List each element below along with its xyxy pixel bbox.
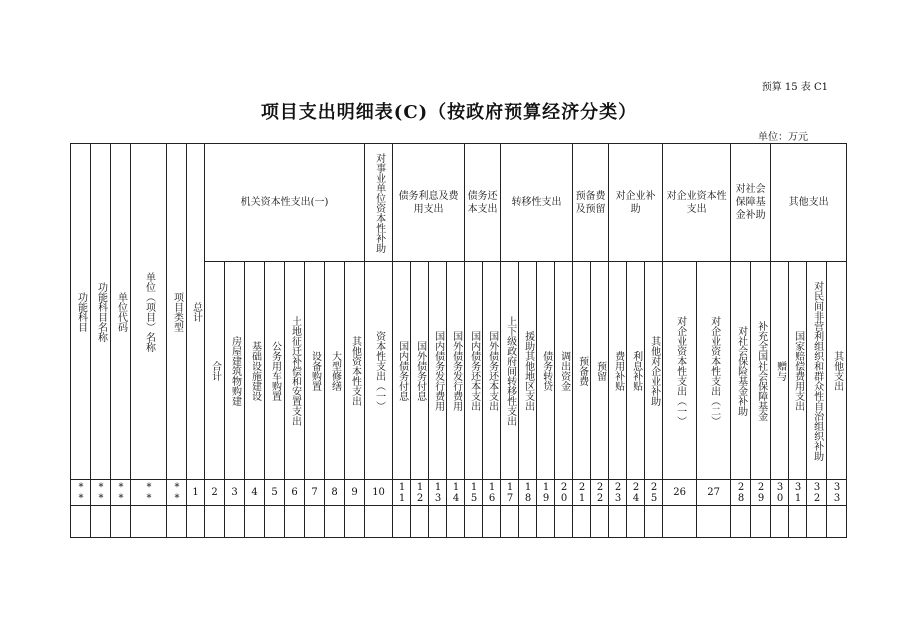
code-cell: 13 — [429, 480, 447, 506]
col-header: 对企业资本性支出（一） — [663, 262, 697, 480]
col-header: 对民间非营利组织和群众性自治组织补助 — [807, 262, 827, 480]
col-header: 对企业资本性支出（二） — [697, 262, 731, 480]
col-header: 国内债务付息 — [393, 262, 411, 480]
col-header: 房屋建筑物购建 — [225, 262, 245, 480]
data-cell — [131, 506, 167, 538]
col-header: 国内债务发行费用 — [429, 262, 447, 480]
col-header: 预备费 — [573, 262, 591, 480]
data-cell — [573, 506, 591, 538]
code-cell: ** — [131, 480, 167, 506]
data-cell — [447, 506, 465, 538]
data-cell — [393, 506, 411, 538]
data-cell — [111, 506, 131, 538]
data-cell — [591, 506, 609, 538]
code-cell: 2 — [205, 480, 225, 506]
group-reserve: 预备费及预留 — [573, 144, 609, 262]
col-header: 其他支出 — [827, 262, 847, 480]
code-cell: 32 — [807, 480, 827, 506]
col-header: 国家赔偿费用支出 — [789, 262, 807, 480]
code-cell: 33 — [827, 480, 847, 506]
group-social-security: 对社会保障基金补助 — [731, 144, 771, 262]
data-cell — [205, 506, 225, 538]
code-row — [71, 480, 847, 506]
col-header: 设备购置 — [305, 262, 325, 480]
data-cell — [225, 506, 245, 538]
code-cell: 25 — [645, 480, 663, 506]
data-row — [71, 506, 847, 538]
code-cell: 30 — [771, 480, 789, 506]
code-cell: 3 — [225, 480, 245, 506]
code-cell: 24 — [627, 480, 645, 506]
data-cell — [807, 506, 827, 538]
code-cell: 11 — [393, 480, 411, 506]
col-function-subject: 功能科目 — [71, 144, 91, 480]
code-cell: 7 — [305, 480, 325, 506]
data-cell — [789, 506, 807, 538]
col-unit-code: 单位代码 — [111, 144, 131, 480]
data-cell — [627, 506, 645, 538]
col-header: 援助其他地区支出 — [519, 262, 537, 480]
col-total: 总计 — [187, 144, 205, 480]
data-cell — [663, 506, 697, 538]
code-cell: 20 — [555, 480, 573, 506]
code-cell: 16 — [483, 480, 501, 506]
group-capital-expenditure: 机关资本性支出(一) — [205, 144, 365, 262]
code-cell: 18 — [519, 480, 537, 506]
code-cell: 31 — [789, 480, 807, 506]
data-cell — [245, 506, 265, 538]
group-transfer: 转移性支出 — [501, 144, 573, 262]
col-header: 基础设施建设 — [245, 262, 265, 480]
code-cell: 6 — [285, 480, 305, 506]
data-cell — [827, 506, 847, 538]
data-cell — [265, 506, 285, 538]
col-header: 调出资金 — [555, 262, 573, 480]
group-other: 其他支出 — [771, 144, 847, 262]
code-cell: ** — [111, 480, 131, 506]
code-cell: 29 — [751, 480, 771, 506]
code-cell: 23 — [609, 480, 627, 506]
col-header: 土地征迁补偿和安置支出 — [285, 262, 305, 480]
data-cell — [465, 506, 483, 538]
data-cell — [429, 506, 447, 538]
col-header: 费用补贴 — [609, 262, 627, 480]
data-cell — [483, 506, 501, 538]
group-header-row — [71, 144, 847, 262]
col-header: 国外债务发行费用 — [447, 262, 465, 480]
col-header: 上下级政府间转移性支出 — [501, 262, 519, 480]
data-cell — [325, 506, 345, 538]
group-debt-interest: 债务利息及费用支出 — [393, 144, 465, 262]
unit-label: 单位：万元 — [758, 132, 808, 143]
col-header: 补充全国社会保障基金 — [751, 262, 771, 480]
col-header: 国外债务还本支出 — [483, 262, 501, 480]
code-cell: 28 — [731, 480, 751, 506]
col-header: 债务转贷 — [537, 262, 555, 480]
data-cell — [285, 506, 305, 538]
code-cell: 22 — [591, 480, 609, 506]
page-title: 项目支出明细表(C)（按政府预算经济分类） — [260, 102, 638, 123]
col-header: 资本性支出（一） — [365, 262, 393, 480]
data-cell — [91, 506, 111, 538]
col-header: 其他资本性支出 — [345, 262, 365, 480]
code-cell: 21 — [573, 480, 591, 506]
code-cell: ** — [91, 480, 111, 506]
data-cell — [731, 506, 751, 538]
data-cell — [187, 506, 205, 538]
data-cell — [501, 506, 519, 538]
data-cell — [305, 506, 325, 538]
col-header: 对社会保险基金补助 — [731, 262, 751, 480]
data-cell — [771, 506, 789, 538]
group-enterprise-subsidy: 对企业补助 — [609, 144, 663, 262]
budget-table — [70, 143, 847, 538]
col-unit-name: 单位（项目）名称 — [131, 144, 167, 480]
data-cell — [697, 506, 731, 538]
code-cell: 27 — [697, 480, 731, 506]
code-cell: 19 — [537, 480, 555, 506]
code-cell: 12 — [411, 480, 429, 506]
code-cell: 15 — [465, 480, 483, 506]
code-cell: 14 — [447, 480, 465, 506]
group-institution-capital-subsidy: 对事业单位资本性补助 — [365, 144, 393, 262]
col-header: 赠与 — [771, 262, 789, 480]
data-cell — [609, 506, 627, 538]
data-cell — [537, 506, 555, 538]
col-header: 合计 — [205, 262, 225, 480]
data-cell — [167, 506, 187, 538]
data-cell — [71, 506, 91, 538]
form-code: 预算 15 表 C1 — [761, 82, 828, 93]
col-project-type: 项目类型 — [167, 144, 187, 480]
data-cell — [645, 506, 663, 538]
code-cell: 5 — [265, 480, 285, 506]
code-cell: ** — [167, 480, 187, 506]
col-header: 大型修缮 — [325, 262, 345, 480]
col-header: 利息补贴 — [627, 262, 645, 480]
data-cell — [411, 506, 429, 538]
data-cell — [365, 506, 393, 538]
data-cell — [555, 506, 573, 538]
col-header: 其他对企业补助 — [645, 262, 663, 480]
code-cell: 1 — [187, 480, 205, 506]
data-cell — [751, 506, 771, 538]
group-enterprise-capital: 对企业资本性支出 — [663, 144, 731, 262]
col-function-subject-name: 功能科目名称 — [91, 144, 111, 480]
code-cell: 17 — [501, 480, 519, 506]
col-header: 公务用车购置 — [265, 262, 285, 480]
col-header: 预留 — [591, 262, 609, 480]
data-cell — [345, 506, 365, 538]
code-cell: ** — [71, 480, 91, 506]
data-cell — [519, 506, 537, 538]
code-cell: 9 — [345, 480, 365, 506]
col-header: 国内债务还本支出 — [465, 262, 483, 480]
code-cell: 8 — [325, 480, 345, 506]
code-cell: 4 — [245, 480, 265, 506]
code-cell: 26 — [663, 480, 697, 506]
col-header: 国外债务付息 — [411, 262, 429, 480]
group-debt-principal: 债务还本支出 — [465, 144, 501, 262]
code-cell: 10 — [365, 480, 393, 506]
